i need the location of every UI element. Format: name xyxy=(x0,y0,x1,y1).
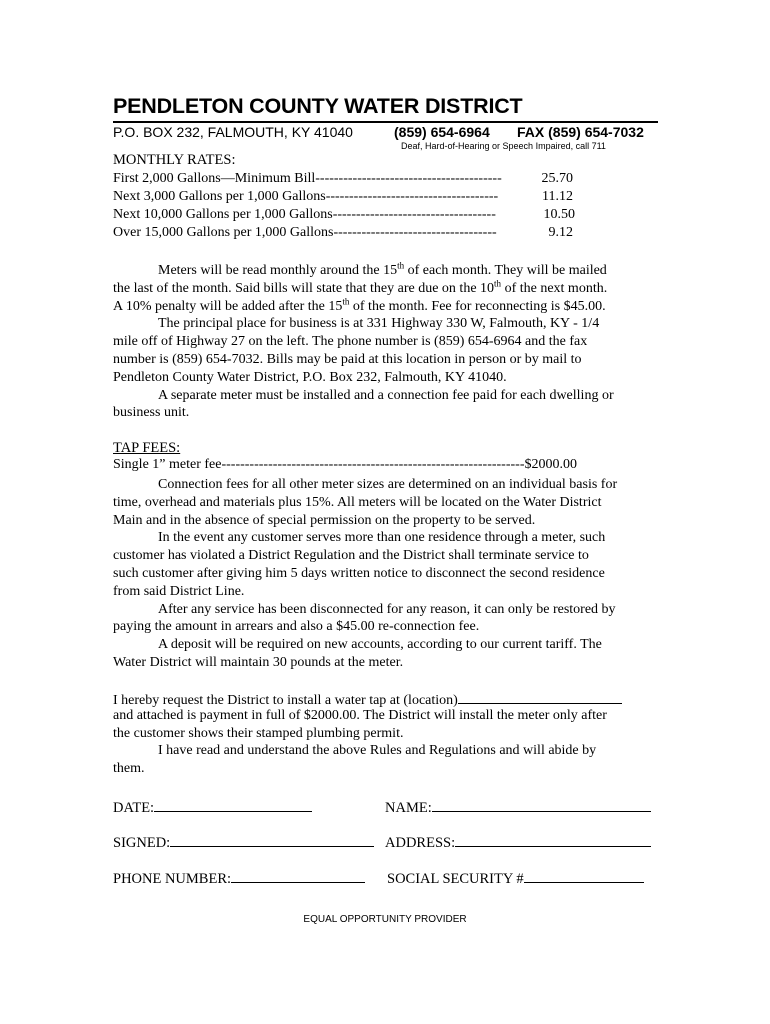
phone-number-blank[interactable] xyxy=(231,868,365,883)
district-fax: FAX (859) 654-7032 xyxy=(517,124,644,140)
meter-line: A separate meter must be installed and a connection fee paid for each dwelling or xyxy=(158,387,614,403)
rule-line: In the event any customer serves more than one residence through a meter, such xyxy=(158,530,606,546)
rule-line: such customer after giving him 5 days written notice to disconnect the second residence xyxy=(113,565,605,581)
district-address: P.O. BOX 232, FALMOUTH, KY 41040 xyxy=(113,124,353,140)
request-section xyxy=(113,689,658,778)
rule-line: time, overhead and materials plus 15%. All meters will be located on the Water District xyxy=(113,494,602,510)
request-line: I have read and understand the above Rules and Regulations and will abide by xyxy=(158,743,597,759)
date-field: DATE: xyxy=(113,797,312,817)
request-line: and attached is payment in full of $2000.00. The District will install the meter only after xyxy=(113,707,607,723)
billing-line: A 10% penalty will be added after the 15th of the month. Fee for reconnecting is $45.00. xyxy=(113,295,606,314)
meter-line: business unit. xyxy=(113,405,190,421)
monthly-rates-title: MONTHLY RATES: xyxy=(113,152,236,168)
signed-field: SIGNED: xyxy=(113,832,374,852)
rule-line: A deposit will be required on new accounts, according to our current tariff. The xyxy=(158,637,602,653)
rate-row-amount: 10.50 xyxy=(543,207,575,222)
rate-row-label: Over 15,000 Gallons per 1,000 Gallons----------------------------------- xyxy=(113,225,497,240)
rule-line: from said District Line. xyxy=(113,583,245,599)
business-line: number is (859) 654-7032. Bills may be paid at this location in person or by mail to xyxy=(113,351,582,367)
rate-row-label: Next 10,000 Gallons per 1,000 Gallons----------------------------------- xyxy=(113,207,496,222)
equal-opportunity-footer: EQUAL OPPORTUNITY PROVIDER xyxy=(303,914,467,925)
name-field: NAME: xyxy=(385,797,651,817)
rate-row-label: First 2,000 Gallons—Minimum Bill---------------------------------------- xyxy=(113,171,502,186)
billing-line: Meters will be read monthly around the 15th of each month. They will be mailed xyxy=(158,260,607,278)
business-line: mile off of Highway 27 on the left. The phone number is (859) 654-6964 and the fax xyxy=(113,334,588,350)
request-line: I hereby request the District to install a water tap at (location) xyxy=(113,689,658,707)
district-phone: (859) 654-6964 xyxy=(394,124,490,140)
rule-line: paying the amount in arrears and also a $45.00 re-connection fee. xyxy=(113,619,480,635)
rule-line: After any service has been disconnected for any reason, it can only be restored by xyxy=(158,601,616,617)
billing-line: the last of the month. Said bills will state that they are due on the 10th of the next month. xyxy=(113,278,608,296)
rule-line: Water District will maintain 30 pounds at the meter. xyxy=(113,654,404,670)
request-line: them. xyxy=(113,761,145,777)
deaf-note: Deaf, Hard-of-Hearing or Speech Impaired, call 711 xyxy=(401,141,606,151)
date-blank[interactable] xyxy=(154,797,312,812)
signature-blank[interactable] xyxy=(170,832,374,847)
phone-number-field: PHONE NUMBER: xyxy=(113,868,365,888)
rule-line: Main and in the absence of special permission on the property to be served. xyxy=(113,512,536,528)
rules-section xyxy=(113,476,658,672)
rate-row-label: Next 3,000 Gallons per 1,000 Gallons------------------------------------- xyxy=(113,189,499,204)
business-line: Pendleton County Water District, P.O. Box 232, Falmouth, KY 41040. xyxy=(113,369,507,385)
request-line: the customer shows their stamped plumbing permit. xyxy=(113,725,404,741)
title-rule xyxy=(113,121,658,123)
location-blank[interactable] xyxy=(458,689,622,704)
address-field: ADDRESS: xyxy=(385,832,651,852)
name-blank[interactable] xyxy=(432,797,651,812)
tap-fee-row: Single 1” meter fee-----------------------------------------------------------------$2000.00 xyxy=(113,457,577,472)
rate-row-amount: 11.12 xyxy=(542,189,573,204)
rate-row-amount: 9.12 xyxy=(548,225,573,240)
document-title: PENDLETON COUNTY WATER DISTRICT xyxy=(113,94,523,118)
tap-fees-title: TAP FEES: xyxy=(113,440,181,456)
social-security-blank[interactable] xyxy=(524,868,644,883)
rate-row-amount: 25.70 xyxy=(541,171,573,186)
business-line: The principal place for business is at 331 Highway 330 W, Falmouth, KY - 1/4 xyxy=(158,316,600,332)
social-security-field: SOCIAL SECURITY # xyxy=(387,868,644,888)
address-blank[interactable] xyxy=(455,832,651,847)
billing-section xyxy=(113,262,658,422)
rule-line: customer has violated a District Regulation and the District shall terminate service to xyxy=(113,548,589,564)
rule-line: Connection fees for all other meter sizes are determined on an individual basis for xyxy=(158,477,618,492)
